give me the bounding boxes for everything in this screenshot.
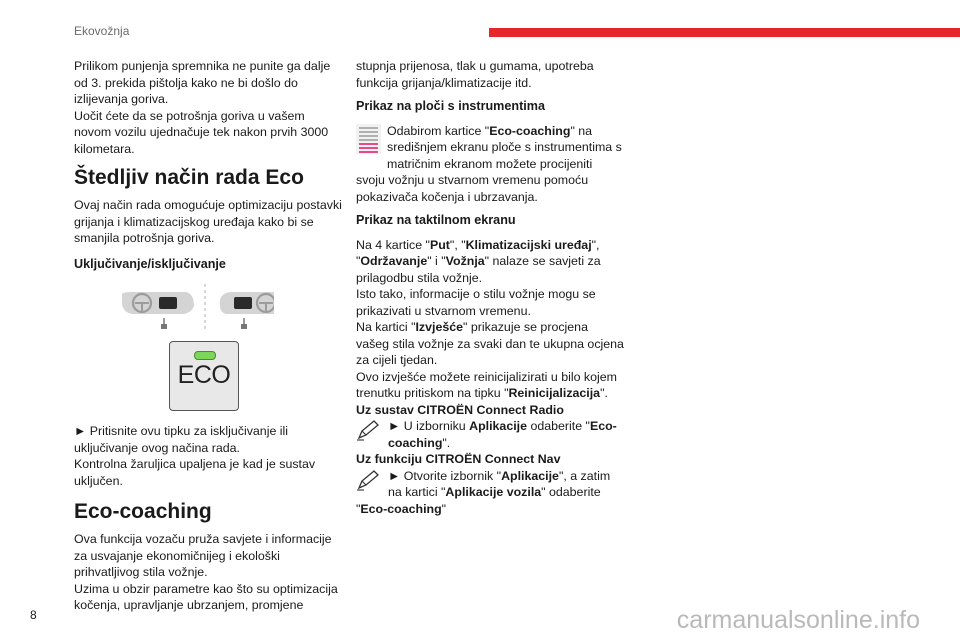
refuel-paragraph: Prilikom punjenja spremnika ne punite ga dalje od 3. prekida pištolja kako ne bi došlo do izlijevanja goriva.	[74, 59, 331, 106]
steering-wheel-icon	[74, 282, 274, 332]
cluster-paragraph: Odabirom kartice "Eco-coaching" na središnjem ekranu ploče s instrumentima s matričnim ekranom možete procijeniti svoju vožnju u stvarnom vremenu pomoću pokazivača kočenja i ubrzavanja.	[356, 123, 622, 204]
press-instruction: ► Pritisnite ovu tipku za isključivanje ili uključivanje ovog načina rada.	[74, 424, 289, 455]
eco-coaching-heading: Eco-coaching	[74, 500, 212, 523]
connect-nav-step: ► Otvorite izbornik "Aplikacije", a zatim na kartici "Aplikacije vozila" odaberite "Eco-coaching"	[356, 468, 611, 516]
instrument-cluster-icon	[356, 124, 381, 159]
watermark: carmanualsonline.info	[676, 606, 920, 634]
connect-nav-heading: Uz funkciju CITROËN Connect Nav	[356, 452, 561, 466]
reports-paragraph: Na kartici "Izvješće" prikazuje se procjena vašeg stila vožnje za svaki dan te ukupna ocjena za cijeli tjedan.	[356, 320, 624, 367]
eco-button-label: ECO	[177, 361, 231, 389]
continuation-paragraph: stupnja prijenosa, tlak u gumama, upotreba funkcija grijanja/klimatizacije itd.	[356, 59, 594, 90]
lamp-paragraph: Kontrolna žaruljica upaljena je kad je sustav uključen.	[74, 457, 316, 488]
connect-radio-heading: Uz sustav CITROËN Connect Radio	[356, 402, 564, 417]
eco-indicator-led	[194, 351, 216, 360]
left-column	[74, 58, 342, 614]
realtime-paragraph: Isto tako, informacije o stilu vožnje mogu se prikazivati u stvarnom vremenu.	[356, 287, 596, 318]
reset-paragraph: Ovo izvješće možete reinicijalizirati u bilo kojem trenutku pritiskom na tipku "Reinicijalizacija".	[356, 369, 617, 400]
page-number: 8	[30, 608, 37, 622]
tabs-paragraph: Na 4 kartice "Put", "Klimatizacijski uređaj", "Održavanje" i "Vožnja" nalaze se savjeti za prilagodbu stila vožnje.	[356, 237, 601, 285]
right-column	[356, 58, 624, 517]
eco-button-illustration	[169, 341, 239, 411]
header-accent-bar	[489, 28, 960, 37]
chapter-title: Ekovožnja	[74, 24, 130, 38]
toggle-heading: Uključivanje/isključivanje	[74, 256, 226, 271]
pen-icon	[356, 419, 382, 446]
coaching-paragraph-2: Uzima u obzir parametre kao što su optimizacija kočenja, upravljanje ubrzanjem, promjene	[74, 581, 338, 612]
pen-icon	[356, 469, 382, 496]
connect-radio-step: ► U izborniku Aplikacije odaberite "Eco-coaching".	[356, 418, 624, 451]
touch-screen-heading: Prikaz na taktilnom ekranu	[356, 213, 516, 227]
consumption-paragraph: Uočit ćete da se potrošnja goriva u vašem novom vozilu ujednačuje tek nakon prvih 3000 kilometara.	[74, 108, 329, 156]
steering-switch-illustration	[74, 282, 342, 332]
coaching-paragraph: Ova funkcija vozaču pruža savjete i informacije za usvajanje ekonomičnijeg i ekološki prihvatljivog stila vožnje.	[74, 532, 332, 579]
eco-mode-paragraph: Ovaj način rada omogućuje optimizaciju postavki grijanja i klimatizacijskog uređaja kako bi se smanjila potrošnja goriva.	[74, 198, 342, 245]
eco-mode-heading: Štedljiv način rada Eco	[74, 166, 304, 189]
cluster-heading: Prikaz na ploči s instrumentima	[356, 99, 545, 113]
